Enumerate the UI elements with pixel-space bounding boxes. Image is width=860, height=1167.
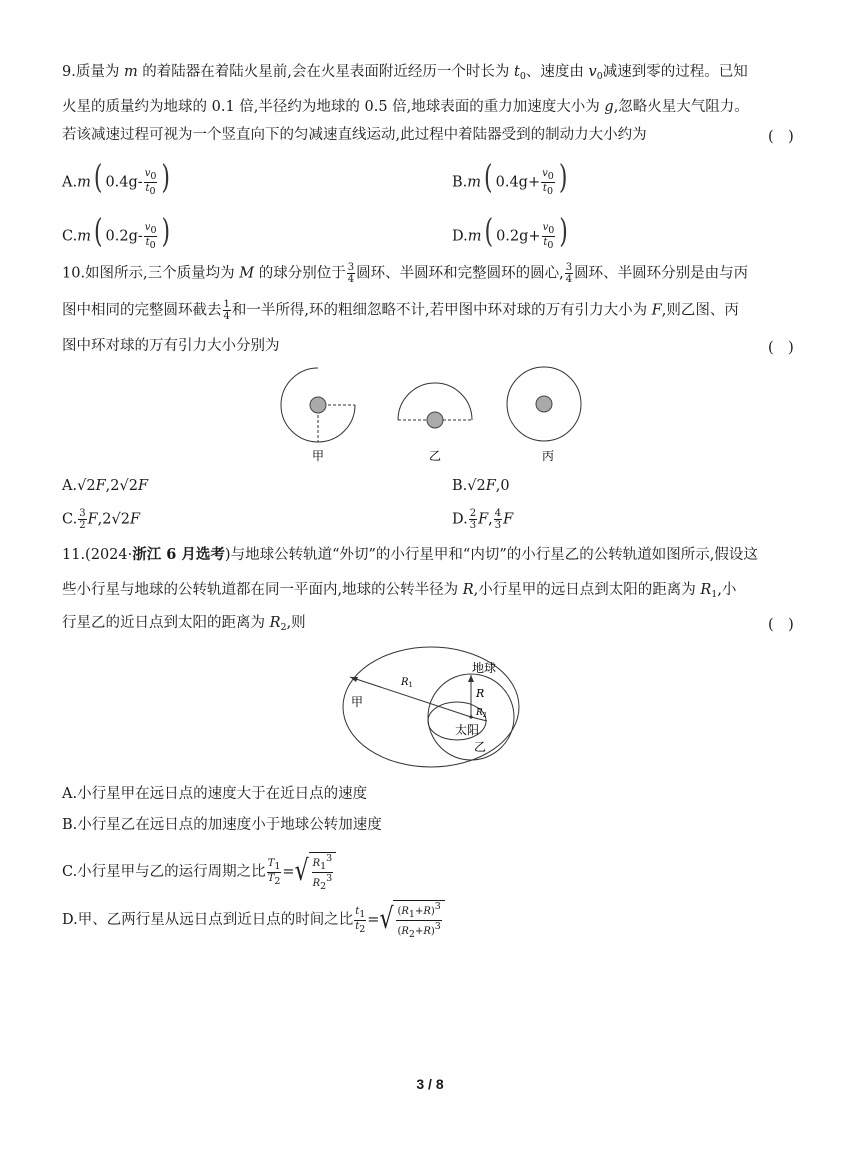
q11-source: 浙江 6 月选考 xyxy=(132,546,225,563)
q10-text: 的球分别位于 xyxy=(254,265,346,282)
sun-dot xyxy=(469,715,472,718)
q10-option-a[interactable]: A.√2F,2√2F xyxy=(62,478,148,494)
q10-text: 图中环对球的万有引力大小分别为 xyxy=(62,338,280,354)
option-text: A.小行星甲在远日点的速度大于在近日点的速度 xyxy=(62,786,368,802)
option-label: C. xyxy=(62,228,78,245)
option-label: B. xyxy=(452,478,468,494)
option-expr: 0.2g- xyxy=(105,228,143,245)
paren-right: ) xyxy=(559,213,568,251)
q10-text: 圆环、半圆环和完整圆环的圆心, xyxy=(356,265,564,282)
option-label: C. xyxy=(62,511,78,528)
q11-orbit-figure xyxy=(338,645,522,781)
option-label: D. xyxy=(452,511,468,528)
q11-answer-paren: ( ) xyxy=(768,617,794,633)
paren-left: ( xyxy=(484,159,493,197)
q10-line-3 xyxy=(62,336,280,356)
q11-line-3: 行星乙的近日点到太阳的距离为 $R_2$,则 xyxy=(62,615,306,633)
sqrt-expression: √ $\frac{(R_1+R)^3}{(R_2+R)^3}$ xyxy=(379,900,444,940)
q9-text: 减速到零的过程。已知 xyxy=(602,64,748,80)
fraction-3-4: $\frac{3}{4}$ xyxy=(347,262,355,285)
option-text: B.小行星乙在远日点的加速度小于地球公转加速度 xyxy=(62,817,382,833)
q11-line-1 xyxy=(62,545,758,565)
q10-text: 图中相同的完整圆环截去 xyxy=(62,302,222,319)
page-number: 3 / 8 xyxy=(416,1076,444,1092)
fraction: $\frac{v_0}{t_0}$ xyxy=(144,168,157,197)
option-expr: 0.4g- xyxy=(105,174,143,191)
q10-figure xyxy=(270,362,590,468)
q11-text: 些小行星与地球的公转轨道都在同一平面内,地球的公转半径为 xyxy=(62,582,463,598)
paren-left: ( xyxy=(93,213,103,251)
label-earth: 地球 xyxy=(472,661,497,675)
q10-text: 和一半所得,环的粗细忽略不计,若甲图中环对球的万有引力大小为 xyxy=(231,302,652,319)
label-jia: 甲 xyxy=(351,695,364,709)
q9-text: ,忽略火星大气阻力。 xyxy=(613,99,749,115)
fraction: $\frac{v_0}{t_0}$ xyxy=(542,222,555,251)
q9-text: 的着陆器在着陆火星前,会在火星表面附近经历一个时长为 xyxy=(137,64,515,80)
label-R2: $R_2$ xyxy=(476,708,487,719)
fraction-3-2: $\frac{3}{2}$ xyxy=(79,508,86,531)
label-yi: 乙 xyxy=(474,740,487,754)
q10-text: 圆环、半圆环分别是由与丙 xyxy=(574,265,749,282)
q9-option-a[interactable]: A.m ( 0.4g- $\frac{v_0}{t_0}$ ) xyxy=(62,159,170,197)
fraction-t1-t2: $\frac{t_1}{t_2}$ xyxy=(355,905,366,935)
q10-line-1: 10.如图所示,三个质量均为 M 的球分别位于 $\frac{3}{4}$ 圆环、半圆环和完整圆环的圆心, $\frac{3}{4}$ 圆环、半圆环分别是由与丙 xyxy=(62,262,749,285)
fraction: $\frac{v_0}{t_0}$ xyxy=(144,222,157,251)
q11-option-d[interactable]: D.甲、乙两行星从远日点到近日点的时间之比 $\frac{t_1}{t_2}$ =√ $\frac{(R_1+R)^3}{(R_2+R)^3}$ xyxy=(62,900,445,940)
q11-text: ,小 xyxy=(717,582,737,598)
q9-line-3 xyxy=(62,125,647,145)
label-R1: $R_1$ xyxy=(401,677,413,689)
option-label: B. xyxy=(452,174,468,191)
q11-text: ,小行星甲的远日点到太阳的距离为 xyxy=(473,582,701,598)
q9-option-d[interactable]: D.m ( 0.2g+ $\frac{v_0}{t_0}$ ) xyxy=(452,213,568,251)
q10-text: ,则乙图、丙 xyxy=(661,302,739,319)
q11-option-a[interactable] xyxy=(62,784,367,804)
q10-answer-paren: ( ) xyxy=(768,340,794,356)
q10-option-c[interactable]: C. $\frac{3}{2}$ F,2√2F xyxy=(62,508,140,531)
three-quarter-ring xyxy=(281,368,355,442)
fraction: $\frac{v_0}{t_0}$ xyxy=(542,168,554,197)
q11-option-b[interactable] xyxy=(62,815,382,835)
option-text: C.小行星甲与乙的运行周期之比 xyxy=(62,864,266,880)
q9-line-1: 9.质量为 m 的着陆器在着陆火星前,会在火星表面附近经历一个时长为 $t_0$、速度由 $v_0$减速到零的过程。已知 xyxy=(62,64,748,82)
paren-right: ) xyxy=(161,159,170,197)
fraction-2-3: $\frac{2}{3}$ xyxy=(469,508,477,531)
paren-right: ) xyxy=(161,213,171,251)
q9-option-b[interactable]: B.m ( 0.4g+ $\frac{v_0}{t_0}$ ) xyxy=(452,159,568,197)
fig-label-bing: 丙 xyxy=(541,449,555,463)
fig-label-jia: 甲 xyxy=(311,449,325,463)
paren-right: ) xyxy=(558,159,568,197)
label-R: R xyxy=(476,687,485,700)
sqrt-expression: √ $\frac{R_1^3}{R_2^3}$ xyxy=(295,852,337,892)
q11-text: ,则 xyxy=(286,615,306,631)
option-expr: 0.2g+ xyxy=(496,228,541,245)
q9-text: 9.质量为 xyxy=(62,64,124,80)
fraction-1-4: $\frac{1}{4}$ xyxy=(223,299,230,322)
q11-option-c[interactable]: C.小行星甲与乙的运行周期之比 $\frac{T_1}{T_2}$ =√ $\frac{R_1^3}{R_2^3}$ xyxy=(62,852,336,892)
option-text: D.甲、乙两行星从远日点到近日点的时间之比 xyxy=(62,912,354,928)
q9-line-2: 火星的质量约为地球的 0.1 倍,半径约为地球的 0.5 倍,地球表面的重力加速度大小为 g,忽略火星大气阻力。 xyxy=(62,99,749,115)
fig-label-yi: 乙 xyxy=(428,449,442,463)
option-label: A. xyxy=(62,174,78,191)
q11-text: 11.(2024· xyxy=(62,547,133,563)
q9-text: 若该减速过程可视为一个竖直向下的匀减速直线运动,此过程中着陆器受到的制动力大小约为 xyxy=(62,127,647,143)
option-label: D. xyxy=(452,228,468,245)
q11-text: 行星乙的近日点到太阳的距离为 xyxy=(62,615,270,631)
full-ring xyxy=(507,367,581,441)
q9-text: 火星的质量约为地球的 0.1 倍,半径约为地球的 0.5 倍,地球表面的重力加速度大小为 xyxy=(62,99,605,115)
fraction-T1-T2: $\frac{T_1}{T_2}$ xyxy=(267,857,281,887)
q10-option-d[interactable]: D. $\frac{2}{3}$ F, $\frac{4}{3}$ F xyxy=(452,508,514,531)
option-label: A. xyxy=(62,478,78,494)
q11-text: )与地球公转轨道“外切”的小行星甲和“内切”的小行星乙的公转轨道如图所示,假设这 xyxy=(224,547,758,563)
q10-text: 10.如图所示,三个质量均为 xyxy=(62,265,240,282)
q9-option-c[interactable]: C.m ( 0.2g- $\frac{v_0}{t_0}$ ) xyxy=(62,213,171,251)
paren-left: ( xyxy=(93,159,103,197)
q9-text: 、速度由 xyxy=(525,64,589,80)
q9-answer-paren: ( ) xyxy=(768,129,794,145)
q11-line-2: 些小行星与地球的公转轨道都在同一平面内,地球的公转半径为 R,小行星甲的远日点到太阳的距离为 $R_1$,小 xyxy=(62,582,737,600)
half-ring xyxy=(398,383,472,428)
paren-left: ( xyxy=(484,213,494,251)
label-sun: 太阳 xyxy=(455,723,480,737)
option-expr: 0.4g+ xyxy=(495,174,541,191)
fraction-4-3: $\frac{4}{3}$ xyxy=(494,508,502,531)
q10-option-b[interactable]: B.√2F,0 xyxy=(452,478,510,494)
fraction-3-4: $\frac{3}{4}$ xyxy=(565,262,573,285)
q10-line-2: 图中相同的完整圆环截去 $\frac{1}{4}$ 和一半所得,环的粗细忽略不计,若甲图中环对球的万有引力大小为 F,则乙图、丙 xyxy=(62,299,739,322)
